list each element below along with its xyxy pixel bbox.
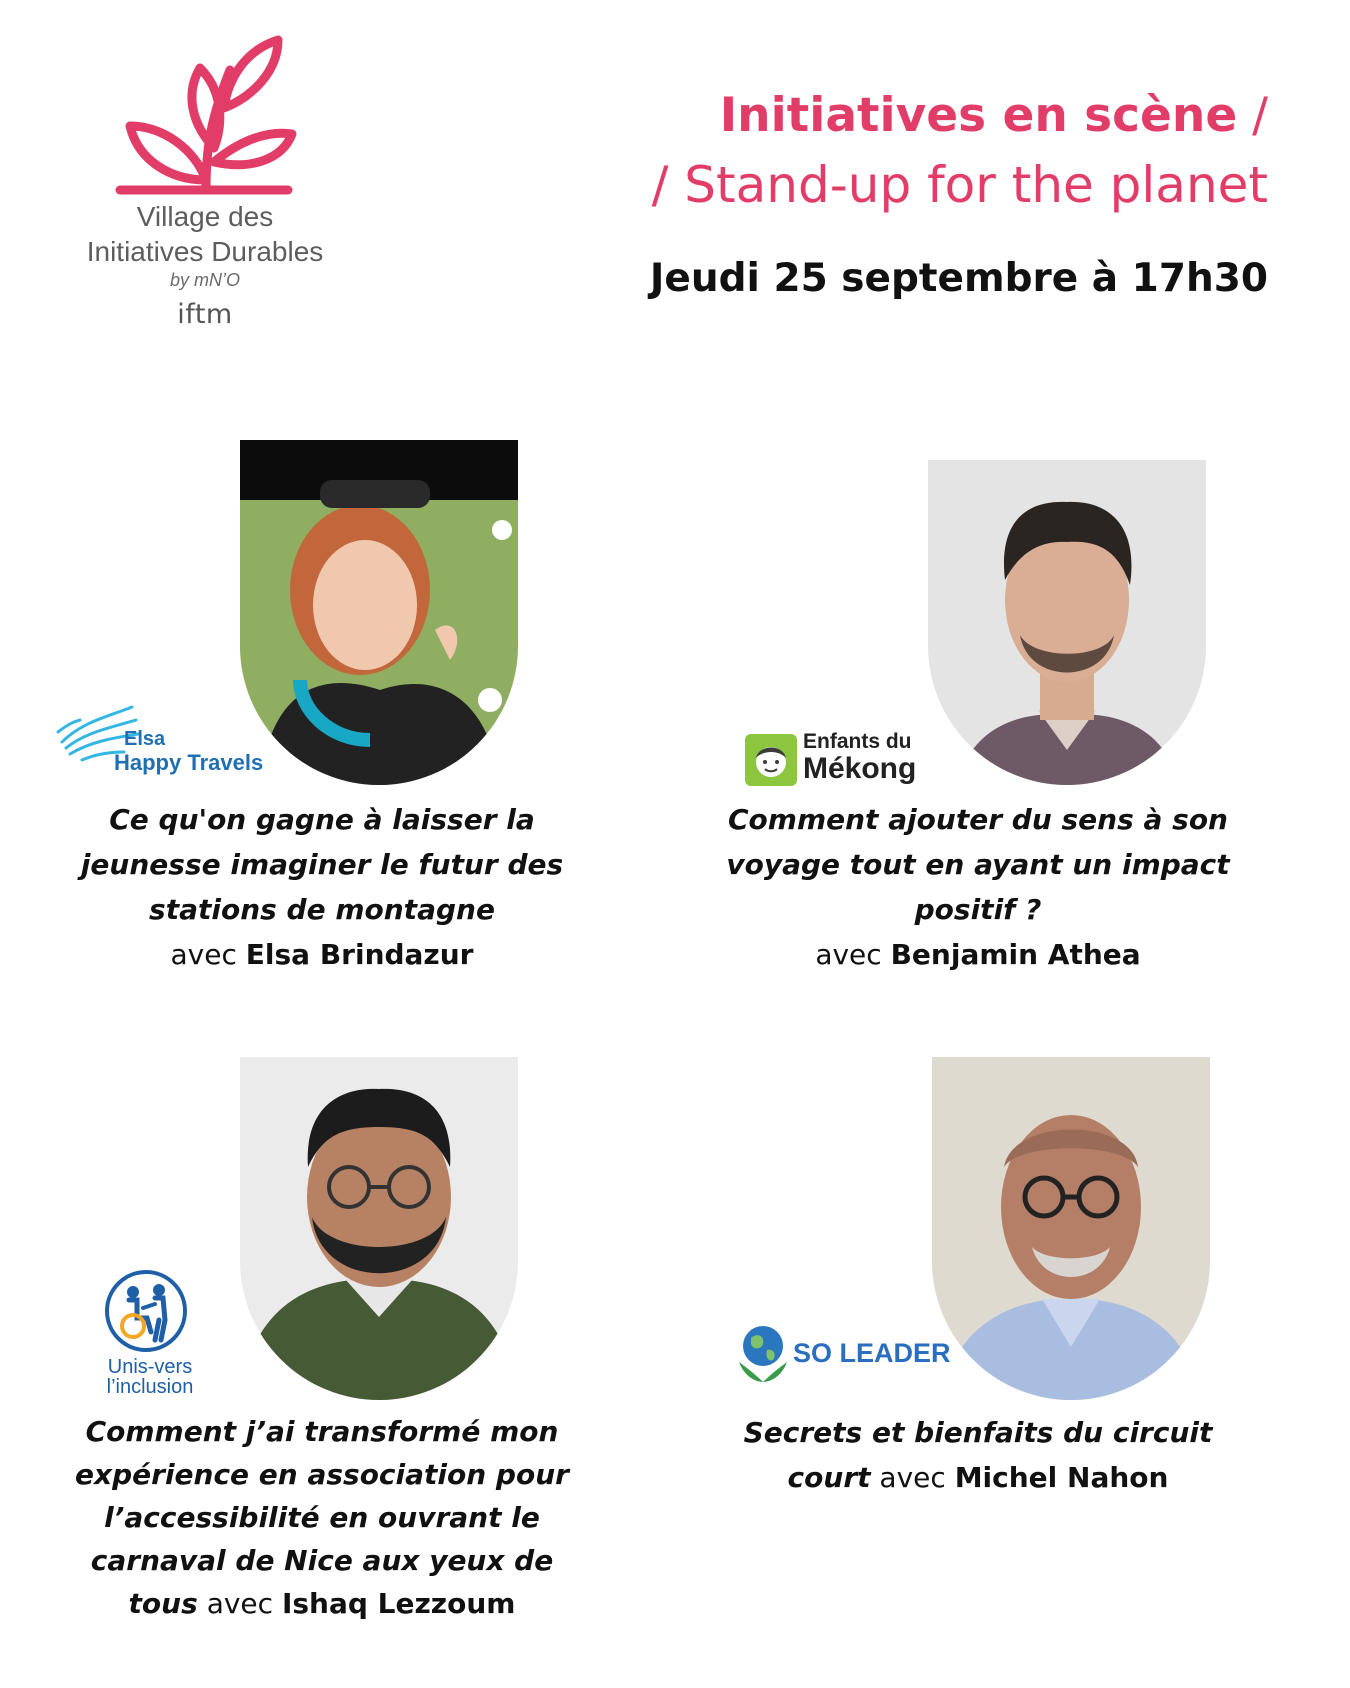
org-name-line2: Initiatives Durables [86,236,324,267]
talk-description-elsa [52,797,592,977]
sponsor-name-line2: l’inclusion [106,1376,194,1398]
sponsor-logo-so-leader [735,1320,951,1386]
sprout-icon [110,30,300,198]
speaker-name: Elsa Brindazur [245,938,474,971]
talk-avec: avec [879,1461,946,1494]
talk-title: Comment ajouter du sens à son voyage tout en ayant un impact positif ? [726,803,1230,926]
speaker-name: Ishaq Lezzoum [281,1587,516,1620]
event-title [508,86,1268,146]
sponsor-name-line2: Happy Travels [114,750,264,775]
talk-title: Comment j’ai transformé mon expérience en association pour l’accessibilité en ouvrant le carnaval de Nice aux yeux de tous [75,1415,569,1620]
talk-avec: avec [206,1587,274,1620]
speaker-name: Michel Nahon [954,1461,1169,1494]
sponsor-name-line1: Elsa [124,728,166,750]
iftm-logo-text: iftm [177,299,233,330]
speaker-photo-benjamin [928,460,1206,785]
sponsor-logo-elsa [52,702,292,782]
talk-avec: avec [170,938,237,971]
talk-description-benjamin [708,797,1248,977]
org-byline: by mN’O [169,270,240,290]
speaker-photo-ishaq [240,1057,518,1400]
event-subtitle: / Stand-up for the planet [651,156,1268,214]
talk-description-ishaq [52,1410,592,1625]
org-name-line1: Village des [136,201,274,232]
sponsor-name-line2: Mékong [803,752,917,785]
sponsor-name-line1: Enfants du [803,730,912,753]
child-face-icon [745,734,797,786]
speaker-photo-michel [932,1057,1210,1400]
sponsor-logo-unis-vers-inclusion [95,1268,205,1398]
event-date: Jeudi 25 septembre à 17h30 [649,256,1268,301]
event-title-main: Initiatives en scène [719,88,1238,143]
sponsor-name-line1: Unis-vers [107,1356,193,1378]
sponsor-name-line1: SO LEADER [793,1338,951,1368]
globe-hands-icon [735,1320,791,1384]
organizer-logo [40,30,370,330]
talk-title: Secrets et bienfaits du circuit court [743,1416,1213,1494]
event-title-slash: / [1237,88,1268,143]
wheelchair-people-icon [103,1268,189,1354]
sponsor-logo-enfants-du-mekong [745,730,935,790]
talk-avec: avec [815,938,882,971]
event-header [508,86,1268,304]
talk-description-michel [708,1410,1248,1500]
talk-title: Ce qu'on gagne à laisser la jeunesse imaginer le futur des stations de montagne [80,803,564,926]
speaker-name: Benjamin Athea [890,938,1141,971]
